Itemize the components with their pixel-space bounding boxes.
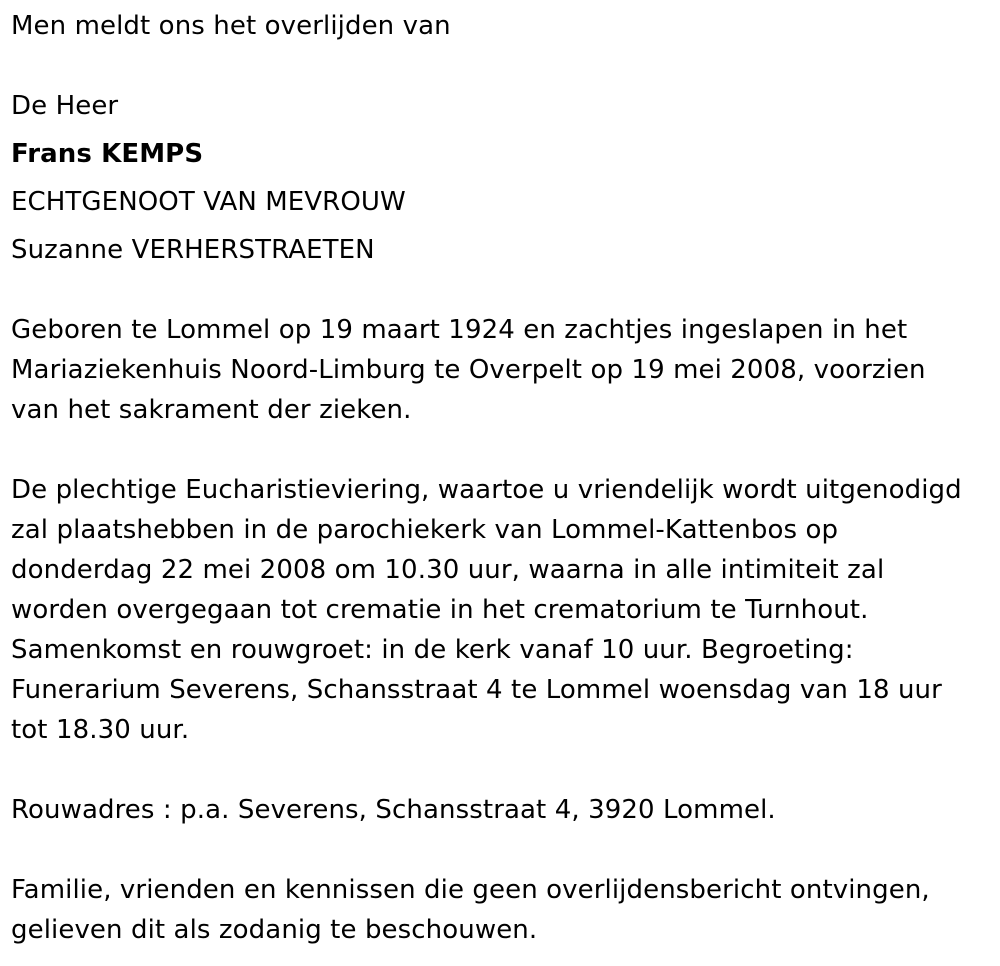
birth-line: Geboren te Lommel op 19 maart 1924 en zachtjes ingeslapen in het bbox=[11, 315, 908, 345]
ceremony-line: donderdag 22 mei 2008 om 10.30 uur, waarna in alle intimiteit zal bbox=[11, 555, 885, 585]
closing-line: Familie, vrienden en kennissen die geen overlijdensbericht ontvingen, bbox=[11, 875, 930, 905]
mourning-address: Rouwadres : p.a. Severens, Schansstraat 4, 3920 Lommel. bbox=[11, 795, 776, 825]
birth-line: van het sakrament der zieken. bbox=[11, 395, 412, 425]
person-title: De Heer bbox=[11, 91, 119, 121]
ceremony-line: Samenkomst en rouwgroet: in de kerk vanaf 10 uur. Begroeting: bbox=[11, 635, 854, 665]
ceremony-line: zal plaatshebben in de parochiekerk van Lommel-Kattenbos op bbox=[11, 515, 839, 545]
ceremony-line: worden overgegaan tot crematie in het crematorium te Turnhout. bbox=[11, 595, 869, 625]
ceremony-line: tot 18.30 uur. bbox=[11, 715, 190, 745]
ceremony-line: De plechtige Eucharistieviering, waartoe u vriendelijk wordt uitgenodigd bbox=[11, 475, 962, 505]
ceremony-line: Funerarium Severens, Schansstraat 4 te Lommel woensdag van 18 uur bbox=[11, 675, 942, 705]
closing-line: gelieven dit als zodanig te beschouwen. bbox=[11, 915, 538, 945]
birth-line: Mariaziekenhuis Noord-Limburg te Overpelt op 19 mei 2008, voorzien bbox=[11, 355, 926, 385]
spouse-label: ECHTGENOOT VAN MEVROUW bbox=[11, 187, 406, 217]
deceased-name: Frans KEMPS bbox=[11, 139, 204, 169]
intro-text: Men meldt ons het overlijden van bbox=[11, 11, 451, 41]
spouse-name: Suzanne VERHERSTRAETEN bbox=[11, 235, 375, 265]
